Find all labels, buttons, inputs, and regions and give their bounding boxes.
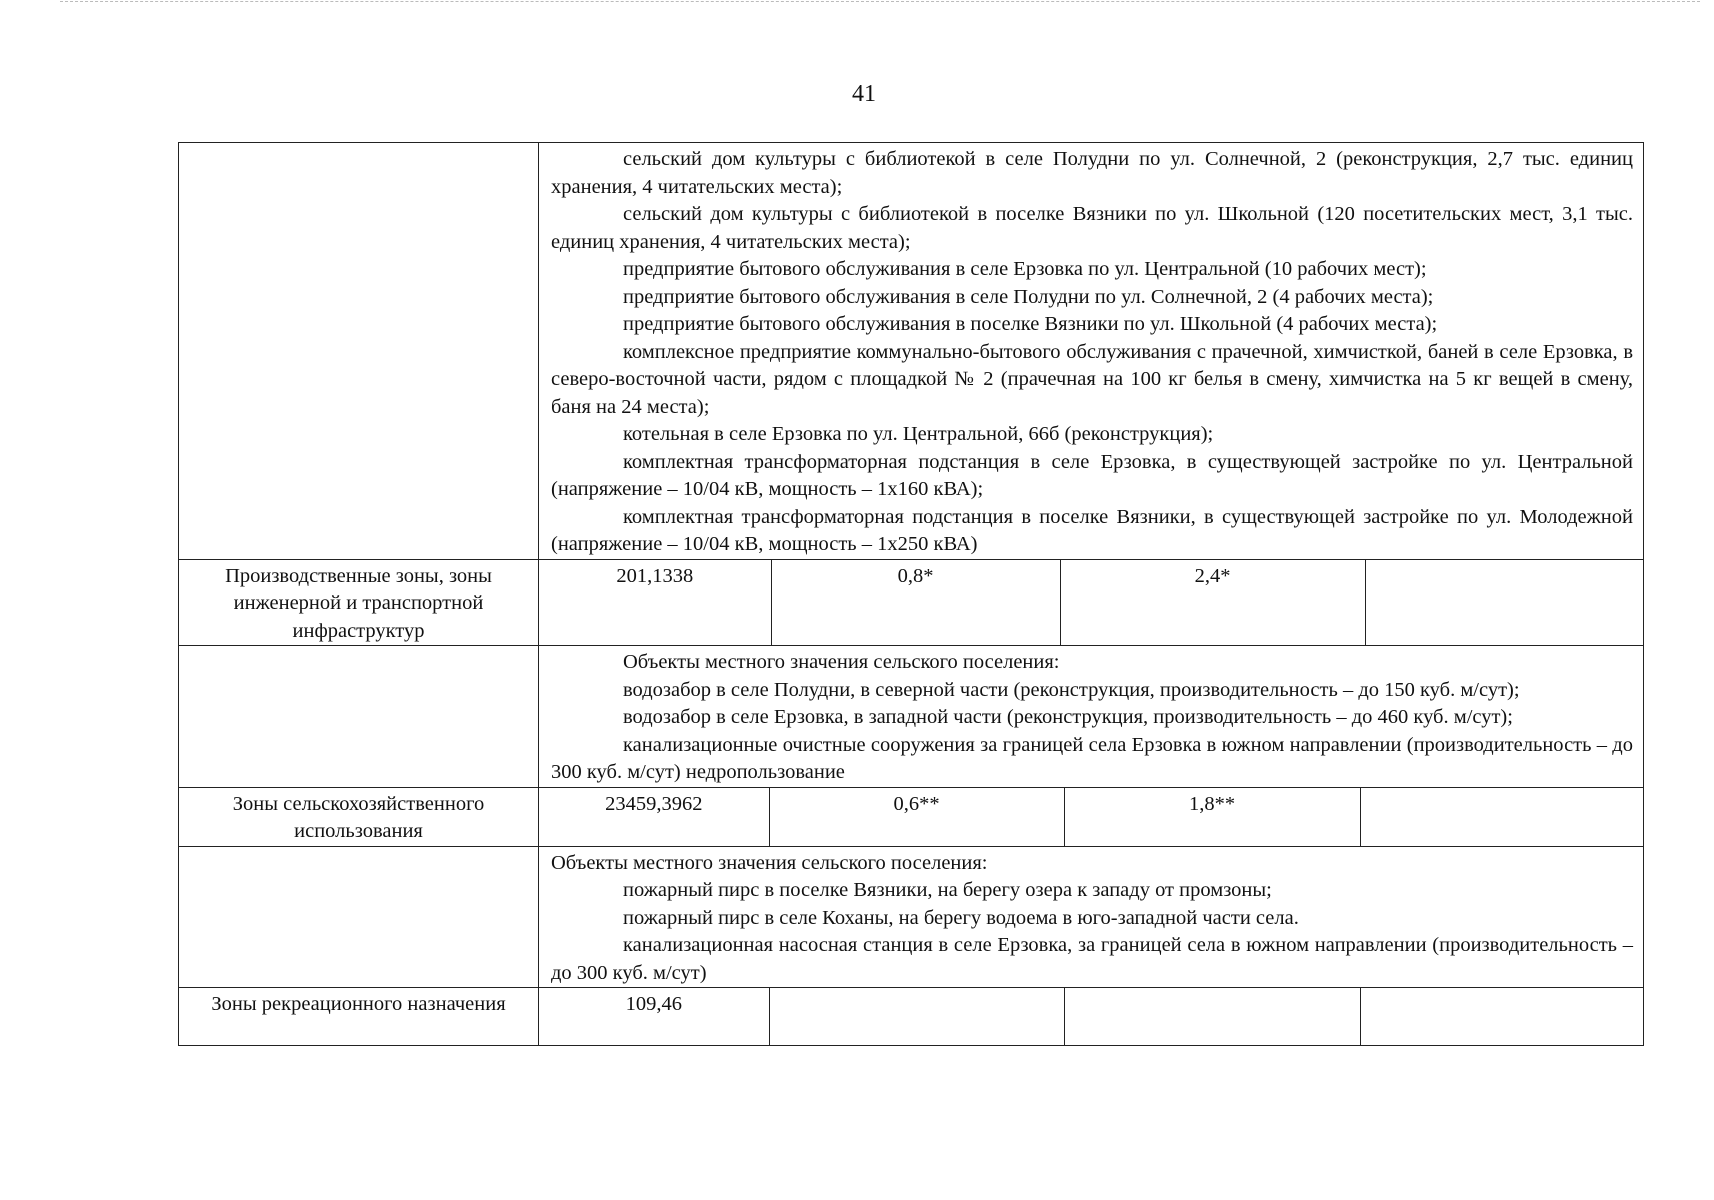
objects-cell [539, 646, 1644, 788]
objects-row [179, 846, 1644, 988]
area-value: 201,1338 [616, 564, 694, 587]
zone-name-cell: Производственные зоны, зоны инженерной и транспортной инфраструктур [179, 559, 539, 646]
object-paragraph: предприятие бытового обслуживания в селе Полудни по ул. Солнечной, 2 (4 рабочих места); [623, 285, 1434, 308]
object-paragraph: водозабор в селе Ерзовка, в западной части (реконструкция, производительность – до 460 куб. м/сут); [623, 706, 1513, 728]
values-cell [539, 559, 1644, 646]
area-value: 109,46 [625, 993, 682, 1015]
objects-row [179, 143, 1644, 560]
object-paragraph: комплектная трансформаторная подстанция в поселке Вязники, в существующей застройке по ул. Молодежной (напряжение – 10/04 кВ, мощность – 1х250 кВА) [551, 505, 1633, 555]
zone-row-production [179, 559, 1644, 646]
object-paragraph: комплектная трансформаторная подстанция в селе Ерзовка, в существующей застройке по ул. Центральной (напряжение – 10/04 кВ, мощность – 1х160 кВА); [551, 450, 1633, 500]
zones-table [178, 142, 1644, 1046]
object-paragraph: котельная в селе Ерзовка по ул. Центральной, 66б (реконструкция); [623, 423, 1214, 445]
scan-header-rule [60, 1, 1700, 2]
objects-row [179, 646, 1644, 788]
zone-name-cell: Зоны рекреационного назначения [179, 988, 539, 1046]
object-paragraph: предприятие бытового обслуживания в поселке Вязники по ул. Школьной (4 рабочих места); [623, 313, 1438, 335]
indicator-value-2: 1,8** [1064, 788, 1360, 846]
object-paragraph: канализационные очистные сооружения за границей села Ерзовка в южном направлении (производительность – до 300 куб. м/сут) недропользование [551, 733, 1633, 783]
values-cell [539, 988, 1644, 1046]
zone-row-agricultural [179, 787, 1644, 846]
object-paragraph: Объекты местного значения сельского поселения: [623, 651, 1060, 673]
object-paragraph: канализационная насосная станция в селе Ерзовка, за границей села в южном направлении (производительность – до 300 куб. м/сут) [551, 934, 1633, 984]
object-paragraph: водозабор в селе Полудни, в северной части (реконструкция, производительность – до 150 куб. м/сут); [623, 678, 1520, 701]
indicator-value-3 [1360, 988, 1643, 1045]
indicator-value-1 [769, 988, 1064, 1045]
indicator-value-3 [1365, 560, 1643, 645]
page-number: 41 [852, 81, 876, 107]
object-paragraph: сельский дом культуры с библиотекой в селе Полудни по ул. Солнечной, 2 (реконструкция, 2,7 тыс. единиц хранения, 4 читательских места); [551, 148, 1633, 198]
object-paragraph: комплексное предприятие коммунально-бытового обслуживания с прачечной, химчисткой, баней в селе Ерзовка, в северо-восточной части, рядом с площадкой № 2 (прачечная на 100 кг белья в смену, химчистка на 5 кг вещей в смену, баня на 24 места); [551, 340, 1633, 418]
object-paragraph: пожарный пирс в селе Коханы, на берегу водоема в юго-западной части села. [623, 906, 1299, 929]
zone-name-cell [179, 646, 539, 788]
area-value: 23459,3962 [605, 792, 703, 815]
zone-name-cell [179, 143, 539, 560]
objects-cell [539, 846, 1644, 988]
indicator-value-2: 2,4* [1060, 560, 1365, 645]
zone-name-cell: Зоны сельскохозяйственного использования [179, 787, 539, 846]
indicator-value-2 [1064, 988, 1360, 1045]
object-paragraph: сельский дом культуры с библиотекой в поселке Вязники по ул. Школьной (120 посетительских мест, 3,1 тыс. единиц хранения, 4 читательских места); [551, 203, 1633, 253]
objects-cell [539, 143, 1644, 560]
indicator-value-1: 0,6** [769, 788, 1064, 846]
zone-row-recreational [179, 988, 1644, 1046]
object-paragraph: предприятие бытового обслуживания в селе Ерзовка по ул. Центральной (10 рабочих мест); [623, 258, 1427, 280]
object-paragraph: пожарный пирс в поселке Вязники, на берегу озера к западу от промзоны; [623, 879, 1272, 901]
indicator-value-3 [1360, 788, 1643, 846]
indicator-value-1: 0,8* [771, 560, 1060, 645]
object-paragraph: Объекты местного значения сельского поселения: [551, 851, 988, 874]
values-cell [539, 787, 1644, 846]
zone-name-cell [179, 846, 539, 988]
